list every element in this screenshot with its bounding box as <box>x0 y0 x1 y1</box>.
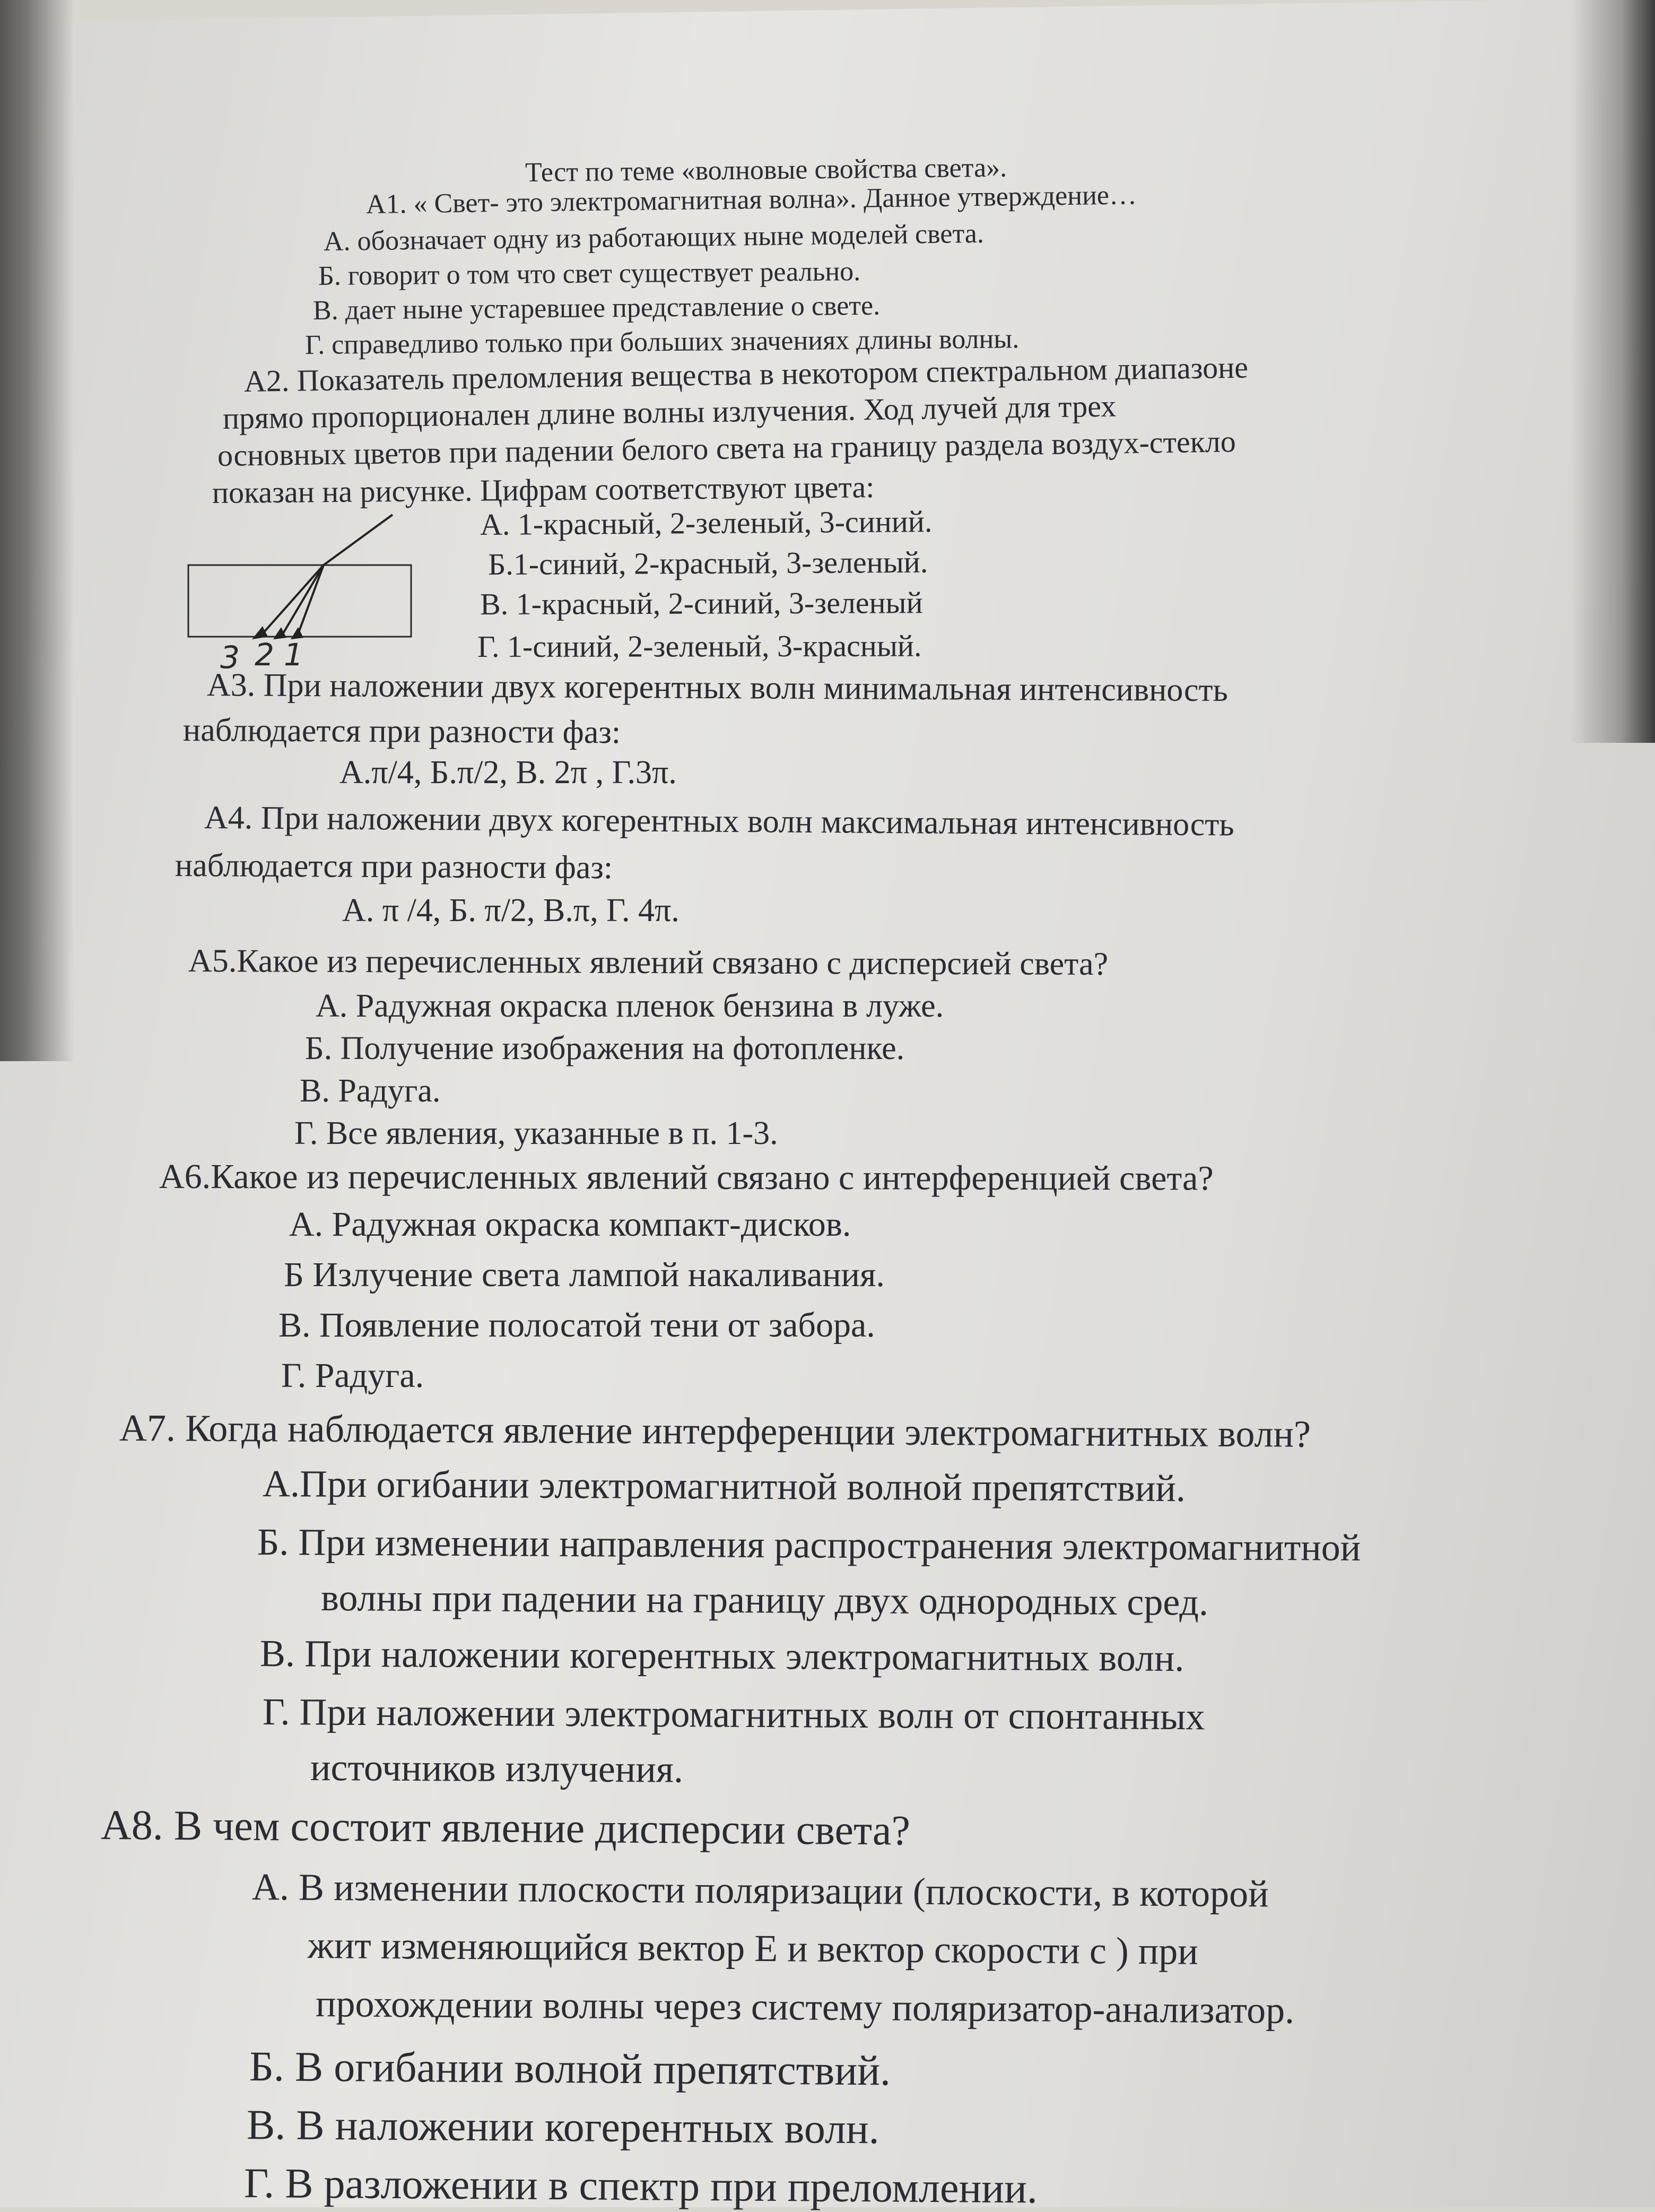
question-a1: А1. « Свет- это электромагнитная волна». Данное утверждение… <box>365 180 1137 220</box>
option-a6-v: В. Появление полосатой тени от забора. <box>278 1306 875 1344</box>
option-a5-b: Б. Получение изображения на фотопленке. <box>305 1030 905 1066</box>
option-a2-g: Г. 1-синий, 2-зеленый, 3-красный. <box>477 628 922 664</box>
option-a1-v: В. дает ныне устаревшее представление о свете. <box>312 290 881 326</box>
option-a8-a-line1: А. В изменении плоскости поляризации (плоскости, в которой <box>251 1866 1269 1915</box>
question-a2-line4: показан на рисунке. Цифрам соответствуют цвета: <box>212 470 875 510</box>
option-a8-v: В. В наложении когерентных волн. <box>246 2102 879 2153</box>
option-a7-b-line1: Б. При изменении направления распространения электромагнитной <box>257 1521 1361 1569</box>
question-a2-line1: А2. Показатель преломления вещества в некотором спектральном диапазоне <box>243 350 1249 398</box>
document-title: Тест по теме «волновые свойства света». <box>525 152 1007 188</box>
options-a3: А.π/4, Б.π/2, В. 2π , Г.3π. <box>339 754 677 791</box>
option-a7-g-line1: Г. При наложении электромагнитных волн от спонтанных <box>262 1690 1205 1738</box>
refraction-diagram <box>159 504 435 679</box>
question-a2-line2: прямо пропорционален длине волны излучения. Ход лучей для трех <box>222 388 1117 436</box>
diagram-label-2: 2 <box>255 637 274 673</box>
question-a8: А8. В чем состоит явление дисперсии света? <box>100 1802 911 1854</box>
option-a2-b: Б.1-синий, 2-красный, 3-зеленый. <box>487 544 928 582</box>
question-a4-line2: наблюдается при разности фаз: <box>175 847 613 886</box>
question-a7: А7. Когда наблюдается явление интерференции электромагнитных волн? <box>119 1407 1311 1455</box>
option-a5-g: Г. Все явления, указанные в п. 1-3. <box>294 1115 778 1151</box>
question-a5: А5.Какое из перечисленных явлений связано с дисперсией света? <box>188 943 1109 983</box>
question-a4-line1: А4. При наложении двух когерентных волн максимальная интенсивность <box>204 800 1234 843</box>
option-a1-g: Г. справедливо только при больших значениях длины волны. <box>304 324 1020 360</box>
option-a8-g: Г. В разложении в спектр при преломлении. <box>243 2160 1038 2212</box>
option-a1-a: А. обозначает одну из работающих ныне моделей света. <box>323 218 985 257</box>
option-a8-b: Б. В огибании волной препятствий. <box>249 2043 891 2095</box>
options-a4: А. π /4, Б. π/2, В.π, Г. 4π. <box>342 892 680 929</box>
question-a3-line2: наблюдается при разности фаз: <box>182 712 621 751</box>
option-a6-a: А. Радужная окраска компакт-дисков. <box>289 1205 851 1244</box>
option-a5-a: А. Радужная окраска пленок бензина в луже. <box>316 988 944 1024</box>
option-a6-b: Б Излучение света лампой накаливания. <box>284 1255 885 1294</box>
option-a8-a-line3: прохождении волны через систему поляризатор-анализатор. <box>315 1982 1295 2032</box>
option-a1-b: Б. говорит о том что свет существует реально. <box>318 256 861 291</box>
option-a7-g-line2: источников излучения. <box>310 1746 684 1791</box>
question-a3-line1: А3. При наложении двух когерентных волн минимальная интенсивность <box>206 667 1229 709</box>
diagram-label-1: 1 <box>284 637 303 673</box>
option-a7-v: В. При наложении когерентных электромагнитных волн. <box>259 1632 1184 1680</box>
option-a7-b-line2: волны при падении на границу двух однородных сред. <box>320 1576 1209 1624</box>
option-a6-g: Г. Радуга. <box>281 1356 424 1395</box>
question-a2-line3: основных цветов при падении белого света на границу раздела воздух-стекло <box>217 424 1236 473</box>
question-a6: А6.Какое из перечисленных явлений связано с интерференцией света? <box>159 1157 1214 1198</box>
option-a5-v: В. Радуга. <box>300 1073 441 1109</box>
option-a7-a: А.При огибании электромагнитной волной препятствий. <box>262 1462 1186 1510</box>
diagram-label-3: 3 <box>220 639 240 675</box>
option-a8-a-line2: жит изменяющийся вектор Е и вектор скорости с ) при <box>307 1924 1199 1973</box>
option-a2-v: В. 1-красный, 2-синий, 3-зеленый <box>480 585 923 621</box>
option-a2-a: А. 1-красный, 2-зеленый, 3-синий. <box>480 504 933 542</box>
